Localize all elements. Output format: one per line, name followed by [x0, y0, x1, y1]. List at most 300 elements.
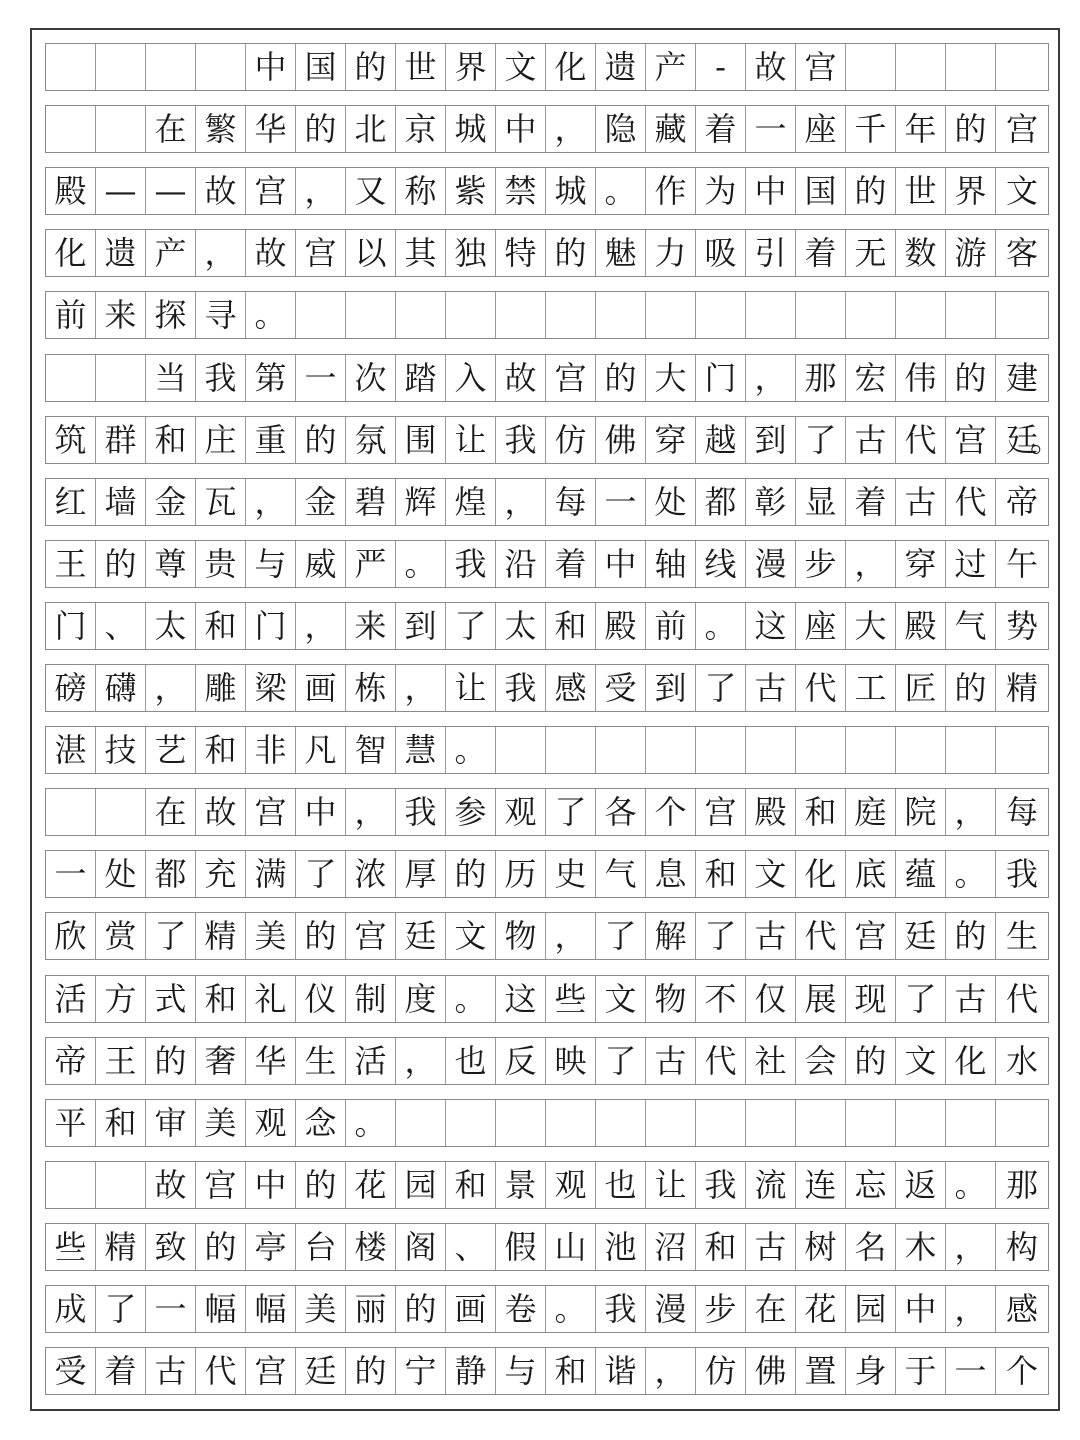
grid-cell: 幅	[196, 1286, 246, 1332]
grid-cell: 文	[746, 851, 796, 897]
grid-cell: 过	[946, 541, 996, 587]
grid-cell: ，	[196, 230, 246, 276]
grid-cell: 。	[446, 976, 496, 1022]
text-row	[45, 1099, 1049, 1147]
grid-cell	[846, 727, 896, 773]
grid-cell	[596, 727, 646, 773]
grid-cell	[796, 1100, 846, 1146]
grid-cell: 殿	[746, 789, 796, 835]
grid-cell: 让	[646, 1162, 696, 1208]
grid-cell: 红	[46, 479, 96, 525]
grid-cell: 的	[296, 913, 346, 959]
text-row	[45, 416, 1062, 464]
grid-cell: 代	[796, 913, 846, 959]
grid-cell: 魅	[596, 230, 646, 276]
grid-cell: 的	[946, 106, 996, 152]
grid-cell: 和	[446, 1162, 496, 1208]
grid-cell: 了	[146, 913, 196, 959]
grid-cell: 北	[346, 106, 396, 152]
grid-cell: ，	[246, 479, 296, 525]
grid-cell: 门	[246, 603, 296, 649]
grid-cell: 着	[696, 106, 746, 152]
grid-cell: 。	[946, 851, 996, 897]
grid-cell: 礴	[96, 665, 146, 711]
grid-cell: 帝	[46, 1038, 96, 1084]
grid-cell: ，	[346, 789, 396, 835]
grid-cell: 构	[1005, 1227, 1038, 1266]
grid-cell: 故	[196, 168, 246, 214]
grid-cell: 水	[1005, 1041, 1038, 1080]
grid-cell: 前	[46, 292, 96, 338]
text-row	[45, 1347, 1049, 1395]
grid-cell: 。	[696, 603, 746, 649]
grid-cell: 史	[546, 851, 596, 897]
grid-cell: 数	[896, 230, 946, 276]
grid-cell: 式	[146, 976, 196, 1022]
grid-cell: 慧	[396, 727, 446, 773]
grid-cell: 的	[846, 168, 896, 214]
grid-cell: 了	[696, 913, 746, 959]
grid-cell: 仿	[546, 417, 596, 463]
grid-cell: 藏	[646, 106, 696, 152]
grid-cell: ，	[946, 1286, 996, 1332]
grid-cell	[346, 292, 396, 338]
grid-cell: 门	[696, 355, 746, 401]
grid-cell	[746, 727, 796, 773]
grid-cell: 匠	[896, 665, 946, 711]
grid-cell: 入	[446, 355, 496, 401]
grid-cell: 展	[796, 976, 846, 1022]
grid-cell: 华	[246, 106, 296, 152]
grid-cell: 我	[496, 665, 546, 711]
grid-cell: 的	[146, 1038, 196, 1084]
grid-cell	[696, 292, 746, 338]
grid-cell: 楼	[346, 1224, 396, 1270]
text-row	[45, 354, 1049, 402]
grid-cell: 反	[496, 1038, 546, 1084]
grid-cell: 沼	[646, 1224, 696, 1270]
grid-cell	[946, 292, 996, 338]
grid-cell: 文	[896, 1038, 946, 1084]
grid-cell: 气	[596, 851, 646, 897]
grid-cell	[146, 44, 196, 90]
grid-cell: 了	[546, 789, 596, 835]
grid-cell: 界	[446, 44, 496, 90]
grid-cell: 伟	[896, 355, 946, 401]
grid-cell	[646, 292, 696, 338]
grid-cell: 代	[946, 479, 996, 525]
grid-cell: 古	[896, 479, 946, 525]
grid-cell: 故	[746, 44, 796, 90]
grid-cell: 文	[596, 976, 646, 1022]
grid-cell	[46, 789, 96, 835]
grid-cell: 城	[546, 168, 596, 214]
grid-cell	[946, 44, 996, 90]
grid-cell	[46, 355, 96, 401]
grid-cell: 来	[96, 292, 146, 338]
grid-cell: 树	[796, 1224, 846, 1270]
grid-cell: 文	[446, 913, 496, 959]
grid-cell: 庄	[196, 417, 246, 463]
grid-cell: 化	[796, 851, 846, 897]
grid-cell	[546, 292, 596, 338]
grid-cell: 仅	[746, 976, 796, 1022]
grid-cell: 都	[146, 851, 196, 897]
grid-cell: 势	[1005, 606, 1038, 645]
grid-cell: 活	[46, 976, 96, 1022]
grid-cell: 化	[46, 230, 96, 276]
grid-cell: 沿	[496, 541, 546, 587]
text-row	[45, 291, 1049, 339]
grid-cell: 生	[1005, 917, 1038, 956]
grid-cell: 特	[496, 230, 546, 276]
grid-cell: 和	[196, 976, 246, 1022]
grid-cell: 作	[646, 168, 696, 214]
grid-cell: 界	[946, 168, 996, 214]
grid-cell: 处	[646, 479, 696, 525]
text-row	[45, 105, 1049, 153]
grid-cell: ，	[496, 479, 546, 525]
text-row	[45, 975, 1049, 1023]
grid-cell: 紫	[446, 168, 496, 214]
grid-cell	[396, 292, 446, 338]
grid-cell: 每	[546, 479, 596, 525]
grid-cell: 力	[646, 230, 696, 276]
grid-cell: 卷	[496, 1286, 546, 1332]
grid-cell: 代	[696, 1038, 746, 1084]
grid-cell: 物	[496, 913, 546, 959]
grid-cell	[96, 44, 146, 90]
grid-cell: 贵	[196, 541, 246, 587]
grid-cell	[646, 1100, 696, 1146]
grid-cell: 静	[446, 1348, 496, 1394]
grid-cell: 艺	[146, 727, 196, 773]
grid-cell: 栋	[346, 665, 396, 711]
grid-cell: 画	[446, 1286, 496, 1332]
grid-cell: 佛	[746, 1348, 796, 1394]
grid-cell: 宫	[546, 355, 596, 401]
grid-cell: 制	[346, 976, 396, 1022]
grid-cell: 世	[396, 44, 446, 90]
grid-cell: 亭	[246, 1224, 296, 1270]
grid-cell: 宫	[246, 168, 296, 214]
grid-cell: 。	[596, 168, 646, 214]
grid-cell: 景	[496, 1162, 546, 1208]
grid-cell: 园	[396, 1162, 446, 1208]
grid-cell	[496, 727, 546, 773]
grid-cell: 代	[796, 665, 846, 711]
grid-cell: 一	[296, 355, 346, 401]
grid-cell: 着	[546, 541, 596, 587]
grid-cell: 也	[446, 1038, 496, 1084]
grid-cell: 步	[696, 1286, 746, 1332]
text-row	[45, 788, 1049, 836]
grid-cell: 蕴	[896, 851, 946, 897]
grid-cell: 物	[646, 976, 696, 1022]
grid-cell: 中	[496, 106, 546, 152]
grid-cell: 湛	[46, 727, 96, 773]
grid-cell: 身	[846, 1348, 896, 1394]
grid-cell	[896, 44, 946, 90]
text-row	[45, 726, 1049, 774]
grid-cell: 美	[246, 913, 296, 959]
grid-cell: 和	[796, 789, 846, 835]
grid-cell: 赏	[96, 913, 146, 959]
grid-cell	[596, 292, 646, 338]
grid-cell: ，	[396, 1038, 446, 1084]
grid-cell: ，	[746, 355, 796, 401]
grid-cell: ，	[646, 1348, 696, 1394]
text-row	[45, 1161, 1049, 1209]
grid-cell: 院	[896, 789, 946, 835]
grid-cell: 门	[46, 603, 96, 649]
grid-cell: 梁	[246, 665, 296, 711]
grid-cell: 古	[746, 665, 796, 711]
grid-cell: 故	[196, 789, 246, 835]
grid-cell: 的	[396, 1286, 446, 1332]
grid-cell: 一	[146, 1286, 196, 1332]
grid-cell: 古	[746, 913, 796, 959]
grid-cell: 园	[846, 1286, 896, 1332]
grid-cell: 城	[446, 106, 496, 152]
grid-cell: 。	[446, 727, 496, 773]
grid-cell: 到	[396, 603, 446, 649]
grid-cell: 古	[946, 976, 996, 1022]
text-row	[45, 1223, 1049, 1271]
grid-cell: 了	[446, 603, 496, 649]
grid-cell: 这	[496, 976, 546, 1022]
grid-cell: 一	[596, 479, 646, 525]
grid-cell: 和	[196, 603, 246, 649]
grid-cell: 一	[946, 1348, 996, 1394]
grid-cell: -	[696, 44, 746, 90]
grid-cell: 千	[846, 106, 896, 152]
grid-cell: 彰	[746, 479, 796, 525]
composition-sheet	[30, 28, 1060, 1411]
grid-cell: 了	[296, 851, 346, 897]
grid-cell: 的	[446, 851, 496, 897]
grid-cell: 充	[196, 851, 246, 897]
grid-cell: 踏	[396, 355, 446, 401]
grid-cell: 故	[246, 230, 296, 276]
grid-cell: 生	[296, 1038, 346, 1084]
grid-cell	[896, 292, 946, 338]
grid-cell: 置	[796, 1348, 846, 1394]
grid-cell: 智	[346, 727, 396, 773]
grid-cell	[796, 292, 846, 338]
grid-cell	[896, 1100, 946, 1146]
grid-cell: 精	[1005, 669, 1038, 707]
grid-cell: 无	[846, 230, 896, 276]
grid-cell: 那	[1005, 1165, 1038, 1204]
grid-cell: 中	[246, 44, 296, 90]
grid-cell	[946, 1100, 996, 1146]
grid-cell: 到	[646, 665, 696, 711]
grid-cell: 在	[146, 789, 196, 835]
grid-cell: 吸	[696, 230, 746, 276]
grid-cell: 各	[596, 789, 646, 835]
grid-cell: 遗	[596, 44, 646, 90]
grid-cell: 了	[896, 976, 946, 1022]
grid-cell: 严	[346, 541, 396, 587]
grid-cell: 与	[246, 541, 296, 587]
grid-cell: 着	[96, 1348, 146, 1394]
grid-cell: 审	[146, 1100, 196, 1146]
grid-cell: 古	[846, 417, 896, 463]
grid-cell: 大	[846, 603, 896, 649]
grid-cell: 忘	[846, 1162, 896, 1208]
grid-cell: 返	[896, 1162, 946, 1208]
grid-cell: 产	[646, 44, 696, 90]
grid-cell: 流	[746, 1162, 796, 1208]
grid-cell: 王	[96, 1038, 146, 1084]
grid-cell: 墙	[96, 479, 146, 525]
grid-cell: 重	[246, 417, 296, 463]
grid-cell: 气	[946, 603, 996, 649]
grid-cell: 显	[796, 479, 846, 525]
grid-cell: 漫	[746, 541, 796, 587]
grid-cell: 游	[946, 230, 996, 276]
grid-cell: 宏	[846, 355, 896, 401]
grid-cell	[846, 1100, 896, 1146]
grid-cell: 宫	[246, 1348, 296, 1394]
grid-cell	[96, 106, 146, 152]
grid-cell: 了	[96, 1286, 146, 1332]
grid-cell: 美	[296, 1286, 346, 1332]
title-row	[45, 43, 1049, 91]
text-row	[45, 602, 1049, 650]
grid-cell: 。	[246, 292, 296, 338]
grid-cell: 底	[846, 851, 896, 897]
grid-cell: 其	[396, 230, 446, 276]
grid-cell: 产	[146, 230, 196, 276]
grid-cell: 殿	[46, 168, 96, 214]
grid-cell: 精	[96, 1224, 146, 1270]
grid-cell	[796, 727, 846, 773]
grid-cell: 连	[796, 1162, 846, 1208]
grid-cell	[546, 727, 596, 773]
grid-cell: 美	[196, 1100, 246, 1146]
text-row	[45, 1037, 1049, 1085]
grid-cell	[446, 1100, 496, 1146]
grid-cell: 碧	[346, 479, 396, 525]
grid-cell: 煌	[446, 479, 496, 525]
grid-cell: 中	[746, 168, 796, 214]
grid-cell: 磅	[46, 665, 96, 711]
grid-cell: 。	[946, 1162, 996, 1208]
grid-cell: 池	[596, 1224, 646, 1270]
grid-cell: 引	[746, 230, 796, 276]
grid-cell	[746, 1100, 796, 1146]
grid-cell: 围	[396, 417, 446, 463]
grid-cell: 来	[346, 603, 396, 649]
grid-cell: 宫	[946, 417, 996, 463]
grid-cell: 活	[346, 1038, 396, 1084]
grid-cell: 群	[96, 417, 146, 463]
grid-cell: 又	[346, 168, 396, 214]
text-row	[45, 167, 1049, 215]
grid-cell: 中	[246, 1162, 296, 1208]
grid-cell: 国	[796, 168, 846, 214]
grid-cell	[446, 292, 496, 338]
grid-cell: 都	[696, 479, 746, 525]
grid-cell: 的	[296, 106, 346, 152]
grid-cell: 建	[1005, 358, 1038, 397]
text-row	[45, 478, 1049, 526]
grid-cell: 筑	[46, 417, 96, 463]
grid-cell: 世	[896, 168, 946, 214]
text-row	[45, 664, 1049, 712]
grid-cell: 步	[796, 541, 846, 587]
grid-cell: 感	[546, 665, 596, 711]
grid-cell	[46, 1162, 96, 1208]
grid-cell: 我	[446, 541, 496, 587]
grid-cell: 威	[296, 541, 346, 587]
grid-cell	[96, 789, 146, 835]
grid-cell: 廷	[296, 1348, 346, 1394]
grid-cell: 仿	[696, 1348, 746, 1394]
grid-cell: 代	[896, 417, 946, 463]
grid-cell: ，	[396, 665, 446, 711]
grid-cell: 和	[546, 603, 596, 649]
grid-cell: 凡	[296, 727, 346, 773]
grid-cell: 个	[1005, 1352, 1038, 1391]
grid-cell	[696, 727, 746, 773]
grid-cell: 古	[646, 1038, 696, 1084]
grid-cell: 着	[846, 479, 896, 525]
grid-cell: 的	[946, 355, 996, 401]
grid-cell: 座	[796, 106, 846, 152]
grid-cell: 的	[296, 1162, 346, 1208]
grid-cell: 帝	[1005, 482, 1038, 521]
grid-cell: 文	[1005, 172, 1038, 211]
grid-cell: 金	[296, 479, 346, 525]
grid-cell: 了	[796, 417, 846, 463]
grid-cell: 以	[346, 230, 396, 276]
grid-cell: 度	[396, 976, 446, 1022]
grid-cell: 穿	[896, 541, 946, 587]
text-row	[45, 229, 1049, 277]
grid-cell: 殿	[596, 603, 646, 649]
grid-cell: 古	[146, 1348, 196, 1394]
grid-cell: 一	[746, 106, 796, 152]
grid-cell: 庭	[846, 789, 896, 835]
grid-cell: 个	[646, 789, 696, 835]
grid-cell: 宫	[846, 913, 896, 959]
grid-cell: 氛	[346, 417, 396, 463]
grid-cell: 宫	[796, 44, 846, 90]
grid-cell: 故	[496, 355, 546, 401]
grid-cell: 浓	[346, 851, 396, 897]
grid-cell: 独	[446, 230, 496, 276]
grid-cell: 第	[246, 355, 296, 401]
grid-cell: 的	[946, 913, 996, 959]
grid-cell: 宁	[396, 1348, 446, 1394]
grid-cell: 历	[496, 851, 546, 897]
grid-cell: 太	[496, 603, 546, 649]
grid-cell: 代	[196, 1348, 246, 1394]
grid-cell: 宫	[1005, 110, 1038, 149]
grid-cell: 也	[596, 1162, 646, 1208]
grid-cell: 瓦	[196, 479, 246, 525]
grid-cell: 华	[246, 1038, 296, 1084]
grid-cell: 的	[346, 1348, 396, 1394]
grid-cell: 社	[746, 1038, 796, 1084]
grid-cell	[846, 292, 896, 338]
grid-cell	[96, 1162, 146, 1208]
grid-cell: 致	[146, 1224, 196, 1270]
text-row	[45, 850, 1049, 898]
